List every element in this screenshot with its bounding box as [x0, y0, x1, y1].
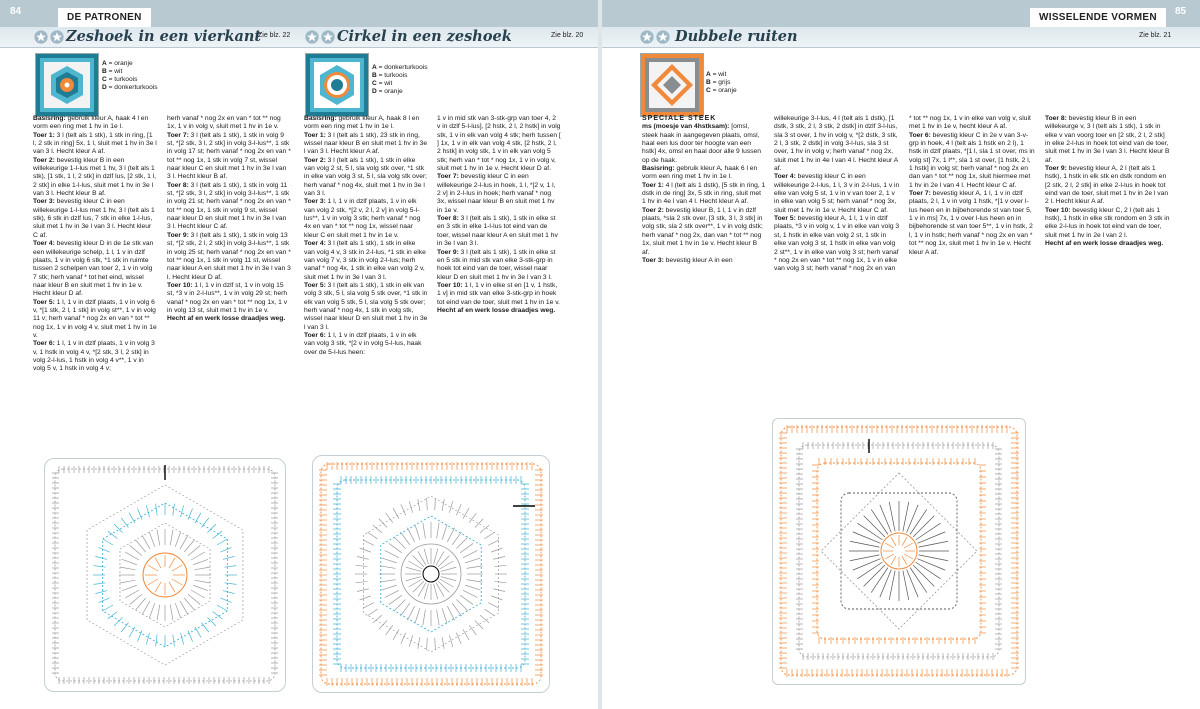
instruction-paragraph — [1045, 240, 1171, 248]
round-label: Toer 3: — [642, 256, 664, 264]
round-label: Toer 10: — [167, 281, 193, 289]
instruction-paragraph — [304, 132, 428, 157]
instruction-paragraph — [33, 132, 157, 157]
star-icon — [50, 30, 64, 44]
instruction-paragraph — [33, 299, 157, 341]
see-page-1: Zie blz. 22 — [258, 32, 291, 39]
round-text: 3 l (telt als 1 stk), 1 stk in elke van volg 4 v, 3 stk in 2-l-lus, *1 stk in elke van volg 7 v, 3 stk in volg 2-l-lus; herh vanaf * nog 4x, 1 stk in elke van volg 2 v, sluit met 1 hv in 3e l van 3 l. — [304, 240, 426, 281]
round-text: bevestig kleur B in een willekeurge v, 3 l (telt als 1 stk), 1 stk in elke v van voorg toer en [2 stk, 2 l, 2 stk] in elke 2-l-lus in hoek tot eind van de toer, sluit met 1 hv in 3e l van 3 l. Hecht kleur B af. — [1045, 115, 1170, 164]
round-text: herh vanaf * nog 2x en van * tot ** nog 1x, 1 v in volg v, sluit met 1 hv in 1e v. — [167, 115, 281, 131]
round-text: gebruik kleur A, haak 6 l en vorm een ring met 1 hv in 1e l. — [642, 165, 758, 181]
instructions-p3-col2 — [774, 115, 900, 315]
instruction-paragraph — [304, 157, 428, 199]
stitch-diagram-3 — [772, 418, 1026, 685]
instruction-paragraph — [1045, 115, 1171, 165]
round-text: bevestig kleur A, 1 l, 1 v in dzlf plaats, *3 v in volg v, 1 v in elke van volg 3 st, 1 hstk in elke van volg 2 st, 1 stk in elke van volg 3 st, 1 hstk in elke van volg 2 st**, 1 v in elke van volg 3 st; herh vanaf * nog 2x en van * tot ** nog 1x, 1 v in elke van volg 3 st; herh vanaf * nog 2x en van — [774, 215, 900, 273]
instructions-p3-col3 — [909, 115, 1035, 315]
instruction-paragraph — [437, 215, 561, 248]
stars-pattern-2 — [305, 30, 335, 44]
page-gutter — [598, 0, 602, 709]
round-text: 3 l (telt als 1 stk), 23 stk in ring, wissel naar kleur B en sluit met 1 hv in 3e l van 3 l. Hecht kleur A af. — [304, 131, 428, 156]
round-text: 3 l (telt als 1 stk), 1 stk in elke st en 3 stk in elke 1-l-lus tot eind van de toer, wissel naar kleur A en sluit met 1 hv in 3e l van 3 l. — [437, 215, 558, 248]
instruction-paragraph — [167, 282, 291, 315]
round-label: Toer 6: — [909, 131, 931, 139]
round-label: Toer 2: — [642, 206, 664, 214]
stitch-diagram-2 — [312, 455, 550, 693]
swatch-photo-1 — [35, 53, 99, 117]
round-text: bevestig kleur C in een willekeurige 2-l-lus in hoek, 1 l, *[2 v, 1 l, 2 v] in 2-l-lus in hoek; herh vanaf * nog 3x, wissel naar kleur B en sluit met 1 hv in 1e v. — [437, 173, 556, 214]
round-text: * tot ** nog 1x, 1 v in elke van volg v, sluit met 1 hv in 1e v, hecht kleur A af. — [909, 115, 1031, 131]
round-label: Toer 7: — [167, 131, 189, 139]
color-legend-2: A = donkerturkoois B = turkoois C = wit D = oranje — [372, 64, 428, 95]
instruction-paragraph — [437, 282, 561, 307]
instruction-paragraph — [437, 249, 561, 282]
round-text: gebruik kleur A, haak 8 l en vorm een ring met 1 hv in 1e l. — [304, 115, 420, 131]
instruction-paragraph — [909, 190, 1035, 257]
round-label: Toer 10: — [1045, 206, 1071, 214]
round-text: 4 l (telt als 1 dstk), [5 stk in ring, 1 dstk in de ring] 3x, 5 stk in ring, sluit met 1 hv in 4e l van 4 l. Hecht kleur A af. — [642, 181, 766, 206]
round-text: 3 l (telt als 1 stk), 1 stk in elke st en 5 stk in mid stk van elke 3-stk-grp in hoek tot eind van de toer, wissel naar kleur D en sluit met 1 hv in 3e l van 3 l. — [437, 248, 556, 281]
round-label: Toer 1: — [642, 181, 664, 189]
round-text: bevestig kleur C in een willekeurige 2-l-lus, 1 l, 3 v in 2-l-lus, 1 v in elke van volg 5 st, 1 v in v van toer 2, 1 v in elke van volg 5 st; herh vanaf * nog 3x, sluit met 1 hv in 1e v. Hecht kleur C af. — [774, 173, 900, 214]
round-text: bevestig kleur A, 1 l, 1 v in dzlf plaats, 2 l, 1 v in volg 1 hstk, *[1 v over l-lus heen en in bijbehorende st van toer 5, 1 v in ms] 7x, 1 v over l-lus heen en in bijbehorende st van toer 5**, 1 v in hstk, 2 l, 1 v in hstk; herh vanaf * nog 2x en van * tot ** nog 1x, sluit met 1 hv in 1e v. Hecht kleur A af. — [909, 190, 1033, 256]
instruction-paragraph — [33, 198, 157, 240]
instruction-paragraph — [33, 157, 157, 199]
swatch-photo-2 — [305, 53, 369, 117]
instruction-paragraph — [167, 132, 291, 182]
instruction-paragraph — [304, 115, 428, 132]
instruction-paragraph — [909, 132, 1035, 190]
see-page-2: Zie blz. 20 — [551, 32, 584, 39]
round-text: bevestig kleur C in 2e v van 3-v-grp in hoek, 4 l (telt als 1 hstk en 2 l), 1 hstk in dzlf plaats, *[1 l, sla 1 st over, ms in volg st] 7x, 1 l**, sla 1 st over, [1 hstk, 2 l, 1 hstk] in volg st; herh vanaf * nog 2x en dan van * tot ** nog 1x, sluit hiermee met 1 hv in 2e l van 4 l. Hecht kleur C af. — [909, 131, 1035, 189]
round-text: 1 l, 1 v in dzlf plaats, 1 v in elk van volg 3 stk, *[2 v in volg 5-l-lus, haak over de 5-l-lus heen: — [304, 331, 422, 356]
instruction-paragraph — [437, 173, 561, 215]
round-label: Toer 5: — [774, 215, 796, 223]
instruction-paragraph — [33, 240, 157, 298]
round-label: ms (moesje van 4hstksam): — [642, 123, 730, 131]
instruction-paragraph — [642, 123, 766, 165]
round-label: Toer 2: — [33, 156, 55, 164]
round-text: willekeurige 3-l-lus, 4 l (telt als 1 dstk), [1 dstk, 3 stk, 2 l, 3 stk, 2 dstk] in dzlf 3-l-lus, sla 3 st over, 1 hv in volg v, *[2 dstk, 3 stk, 2 l, 3 stk, 2 dstk] in volg 3-l-lus, sla 3 st over, 1 hv in volg v; herh vanaf * nog 2x, sluit met 1 hv in 4e l van 4 l. Hecht kleur A af. — [774, 115, 898, 173]
round-text: 1 l, 1 v in dzlf st, 1 v in volg 15 st, *3 v in 2-l-lus**, 1 v in volg 29 st; herh vanaf * nog 2x en van * tot ** nog 1x, 1 v in volg 13 st, sluit met 1 hv in 1e v. — [167, 281, 288, 314]
round-label: Toer 7: — [437, 173, 459, 181]
swatch-photo-3 — [640, 53, 704, 117]
round-label: Toer 4: — [304, 240, 326, 248]
instruction-paragraph — [774, 115, 900, 173]
round-label: Toer 8: — [167, 181, 189, 189]
pattern-title-1: Zeshoek in een vierkant — [66, 28, 262, 45]
instruction-paragraph — [1045, 207, 1171, 240]
pattern-title-3: Dubbele ruiten — [675, 28, 798, 45]
instruction-paragraph — [909, 115, 1035, 132]
instruction-paragraph — [1045, 165, 1171, 207]
star-icon — [305, 30, 319, 44]
round-label: Toer 1: — [304, 131, 326, 139]
instruction-paragraph — [33, 115, 157, 132]
instruction-paragraph — [774, 173, 900, 215]
round-text: 1 l, 1 v in dzlf plaats, 1 v in volg 6 v, *[1 stk, 2 l, 1 stk] in volg st**, 1 v in volg 11 v; herh vanaf * nog 2x en van * tot ** nog 1x, 1 v in volg 4 v, sluit met 1 hv in 1e v. — [33, 298, 157, 339]
instructions-p3-col1 — [642, 115, 766, 315]
instruction-paragraph — [642, 207, 766, 257]
round-text: 1 v in mid stk van 3-stk-grp van toer 4, 2 v in dzlf 5-l-lus], [2 hstk, 2 l, 2 hstk] in volg stk, 1 v in elk van volg 4 stk; herh tussen [ ] 1x, 1 v in elk van volg 4 stk, [2 hstk, 2 l, 2 hstk] in volg stk, 1 v in elk van volg 5 stk; herh van * tot * nog 1x, 1 v in volg v, sluit met 1 hv in 1e v. Hecht kleur D af. — [437, 115, 561, 173]
round-text: 3 l (telt als 1 stk), 1 stk in elke van volg 2 st, 5 l, sla volg stk over, *1 stk in elke van volg 3 st, 5 l, sla volg stk over; herh vanaf * nog 4x, sluit met 1 hv in 3e l van 3 l. — [304, 156, 428, 198]
section-title-right: WISSELENDE VORMEN — [1030, 8, 1166, 27]
round-label: Toer 8: — [1045, 115, 1067, 122]
section-title-left: DE PATRONEN — [58, 8, 151, 27]
instruction-paragraph — [167, 232, 291, 282]
instruction-paragraph — [167, 315, 291, 323]
round-label: Hecht af en werk losse draadjes weg. — [437, 306, 556, 314]
round-text: 3 l (telt als 1 stk), 1 stk in elk van volg 3 stk, 5 l, sla volg 5 stk over, *1 stk in elk van volg 5 stk, 5 l, sla volg 5 stk over; herh vanaf * nog 4x, 1 stk in volg stk, wissel naar kleur D en sluit met 1 hv in 3e l van 3 l. — [304, 281, 428, 331]
round-text: bevestig kleur B, 1 l, 1 v in dzlf plaats, *sla 2 stk over, [3 stk, 3 l, 3 stk] in volg stk, sla 2 stk over**, 1 v in volg dstk; herh vanaf * nog 2x, dan van * tot ** nog 1x, sluit met 1 hv in 1e v. Hecht kleur B af. — [642, 206, 763, 256]
round-text: bevestig kleur A, 2 l (telt als 1 hstk), 1 hstk in elk stk en dstk rondom en [2 stk, 2 l, 2 stk] in elke 2-l-lus in hoek tot eind van de toer, sluit met 1 hv in 2e l van 2 l. Hecht kleur A af. — [1045, 165, 1169, 206]
instruction-paragraph — [33, 340, 157, 373]
round-label: Toer 6: — [33, 340, 55, 348]
round-text: bevestig kleur A in een — [663, 256, 733, 264]
round-text: [omsl, steek haak in aangegeven plaats, omsl, haal een lus door ter hoogte van een hstk] 4x, omsl en haal door alle 9 lussen op de haak. — [642, 123, 761, 164]
round-text: 1 l, 1 v in elke st en [1 v, 1 hstk, 1 v] in mid stk van elke 3-stk-grp in hoek tot eind van de toer, sluit met 1 hv in 1e v. — [437, 281, 560, 306]
round-label: Hecht af en werk losse draadjes weg. — [1045, 240, 1164, 248]
instructions-p2-col1 — [304, 115, 428, 415]
instruction-paragraph — [642, 257, 766, 265]
instructions-p1-col1 — [33, 115, 157, 415]
round-label: Toer 10: — [437, 281, 463, 289]
round-text: 3 l (telt als 1 stk), 1 stk in ring, [1 l, 2 stk in ring] 5x, 1 l, sluit met 1 hv in 3e l van 3 l. Hecht kleur A af. — [33, 131, 157, 156]
instructions-p1-col2 — [167, 115, 291, 415]
round-label: Toer 6: — [304, 331, 326, 339]
round-label: Toer 4: — [774, 173, 796, 181]
color-legend-3: A = wit B = grijs C = oranje — [706, 71, 737, 94]
round-label: Hecht af en werk losse draadjes weg. — [167, 315, 286, 323]
star-icon — [640, 30, 654, 44]
instruction-paragraph — [642, 165, 766, 182]
pattern-title-2: Cirkel in een zeshoek — [337, 28, 512, 45]
round-label: Toer 9: — [167, 231, 189, 239]
stars-pattern-3 — [640, 30, 670, 44]
round-label: Basisring: — [642, 165, 675, 173]
instruction-paragraph — [167, 182, 291, 232]
color-legend-1: A = oranje B = wit C = turkoois D = donkerturkoois — [102, 60, 158, 91]
round-label: Toer 9: — [1045, 165, 1067, 173]
stitch-diagram-1 — [44, 458, 286, 692]
instruction-paragraph — [437, 115, 561, 173]
round-text: 3 l (telt als 1 stk), 1 stk in volg 13 st, *[2 stk, 2 l, 2 stk] in volg 3-l-lus**, 1 stk in volg 25 st; herh vanaf * nog 2x en van * tot ** nog 1x, 1 stk in volg 11 st, wissel naar kleur A en sluit met 1 hv in 3e l van 3 l. Hecht kleur D af. — [167, 231, 291, 281]
round-label: Toer 5: — [33, 298, 55, 306]
see-page-3: Zie blz. 21 — [1139, 32, 1172, 39]
round-text: bevestig kleur B in een willekeurige 1-l-lus met 1 hv, 3 l (telt als 1 stk), [1 stk, 1 l, 2 stk] in dzlf lus, [2 stk, 1 l, 2 stk] in elke 1-l-lus, sluit met 1 hv in 3e l van 3 l. Hecht kleur B af. — [33, 156, 157, 198]
instruction-paragraph — [437, 307, 561, 315]
instruction-paragraph — [774, 215, 900, 273]
instruction-paragraph — [304, 240, 428, 282]
round-label: Toer 3: — [33, 198, 55, 206]
page-number-right: 85 — [1175, 6, 1187, 17]
round-text: 3 l (telt als 1 stk), 1 stk in volg 9 st, *[2 stk, 3 l, 2 stk] in volg 3-l-lus**, 1 stk in volg 17 st; herh vanaf * nog 2x en van * tot ** nog 1x, 1 stk in volg 7 st, wissel naar kleur C en sluit met 1 hv in 3e l van 3 l. Hecht kleur B af. — [167, 131, 291, 181]
round-text: 1 l, 1 v in dzlf plaats, 1 v in elk van volg 2 stk, *[2 v, 2 l, 2 v] in volg 5-l-lus**, 1 v in volg 3 stk; herh vanaf * nog 4x en van * tot ** nog 1x, wissel naar kleur C en sluit met 1 hv in 1e v. — [304, 198, 421, 239]
round-label: Toer 9: — [437, 248, 459, 256]
round-text: bevestig kleur D in de 1e stk van een willekeurige schelp, 1 l, 1 v in dzlf plaats, 1 v in volg 6 stk, *1 stk in ruimte tussen 2 schelpen van toer 2, 1 v in volg 7 stk; herh vanaf * tot het eind, wissel naar kleur B en sluit met 1 hv in 1e v. Hecht kleur D af. — [33, 240, 154, 298]
star-icon — [656, 30, 670, 44]
round-label: Toer 8: — [437, 215, 459, 223]
star-icon — [321, 30, 335, 44]
stars-pattern-1 — [34, 30, 64, 44]
round-text: 1 l, 1 v in dzlf plaats, 1 v in volg 3 v, 1 hstk in volg 4 v, *[2 stk, 3 l, 2 stk] in volg 2-l-lus, 1 hstk in volg 4 v**, 1 v in volg 5 v, 1 hstk in volg 4 v; — [33, 340, 155, 373]
instruction-paragraph — [642, 182, 766, 207]
round-text: bevestig kleur C, 2 l (telt als 1 hstk), 1 hstk in elke stk rondom en 3 stk in elke 2-l-lus in hoek tot eind van de toer, sluit met 1 hv in 2e l van 2 l. — [1045, 206, 1170, 239]
round-label: Toer 4: — [33, 240, 55, 248]
star-icon — [34, 30, 48, 44]
special-stitch-label: SPECIALE STEEK — [642, 115, 717, 122]
round-label: Basisring: — [33, 115, 66, 122]
instructions-p2-col2 — [437, 115, 561, 415]
instruction-paragraph — [167, 115, 291, 132]
round-label: Toer 1: — [33, 131, 55, 139]
round-label: Toer 7: — [909, 190, 931, 198]
round-label: Toer 2: — [304, 156, 326, 164]
page-number-left: 84 — [10, 6, 22, 17]
instruction-paragraph — [304, 332, 428, 357]
round-label: Toer 5: — [304, 281, 326, 289]
instruction-paragraph — [304, 198, 428, 240]
round-label: Basisring: — [304, 115, 337, 122]
round-label: Toer 3: — [304, 198, 326, 206]
round-text: gebruik kleur A, haak 4 l en vorm een ring met 1 hv in 1e l. — [33, 115, 149, 131]
instruction-paragraph — [304, 282, 428, 332]
round-text: 3 l (telt als 1 stk), 1 stk in volg 11 st, *[2 stk, 3 l, 2 stk] in volg 3-l-lus**, 1 stk in volg 21 st; herh vanaf * nog 2x en van * tot ** nog 1x, 1 stk in volg 9 st, wissel naar kleur D en sluit met 1 hv in 3e l van 3 l. Hecht kleur C af. — [167, 181, 291, 231]
instructions-p3-col4 — [1045, 115, 1171, 315]
round-text: bevestig kleur C in een willekeurige 1-l-lus met 1 hv, 3 l (telt als 1 stk), 6 stk in dzlf lus, 7 stk in elke 1-l-lus, sluit met 1 hv in 3e l van 3 l. Hecht kleur C af. — [33, 198, 155, 239]
